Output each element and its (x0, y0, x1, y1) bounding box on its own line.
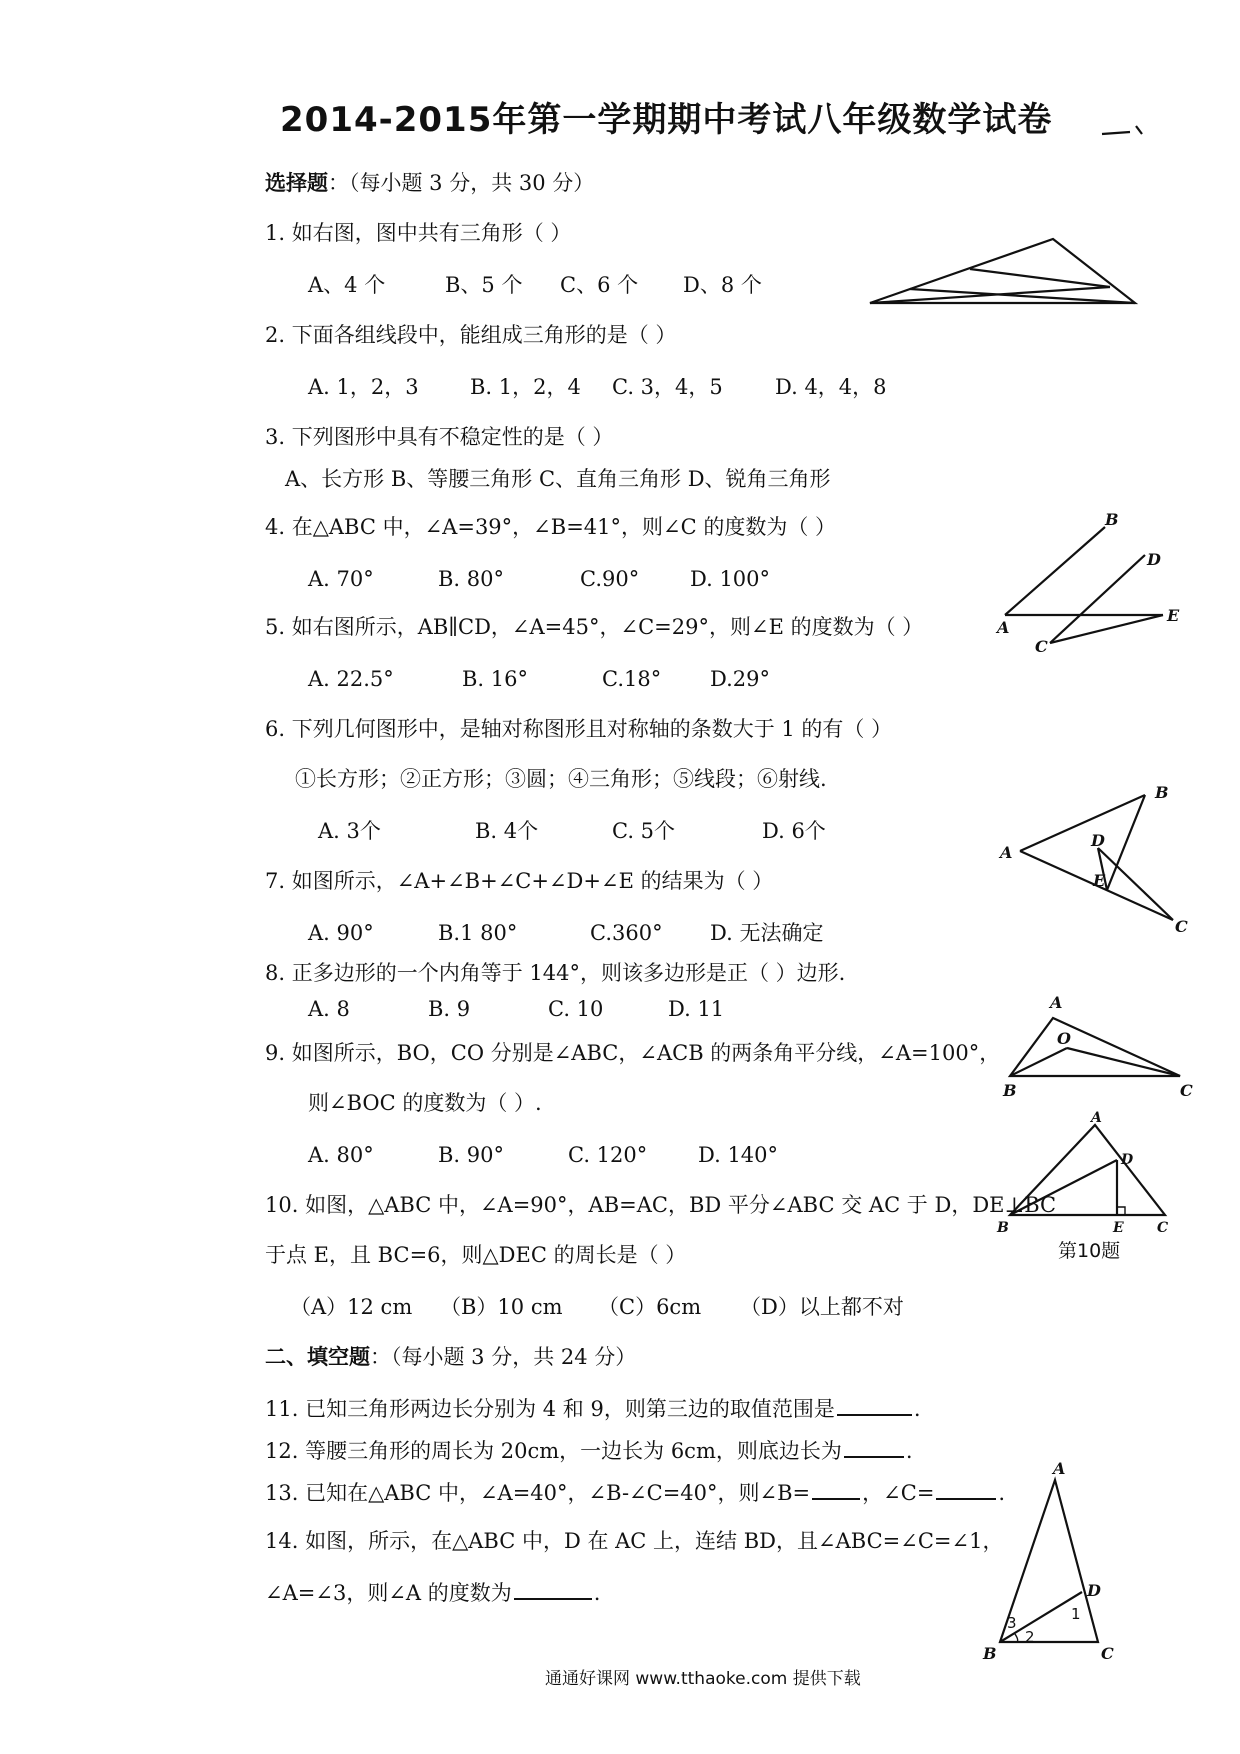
q7-stem: 7. 如图所示，∠A+∠B+∠C+∠D+∠E 的结果为（ ） (265, 869, 774, 893)
q9-figure (995, 990, 1205, 1105)
q14-answer-blank[interactable] (514, 1578, 592, 1600)
q6-opt-c: C. 5个 (612, 819, 676, 843)
section1-note: ：（每小题 3 分，共 30 分） (328, 171, 595, 195)
q14-label-2: 2 (1025, 1628, 1035, 1646)
q7-label-b: B (1155, 783, 1169, 802)
q10-opt-c: （C）6cm (598, 1295, 702, 1319)
q14-line2: ∠A=∠3，则∠A 的度数为 . (265, 1578, 600, 1606)
q6-opt-a: A. 3个 (318, 819, 381, 843)
q10-label-a: A (1091, 1110, 1102, 1126)
q1-figure (870, 235, 1140, 310)
q14-label-c: C (1101, 1644, 1114, 1663)
q10-stem: 10. 如图，△ABC 中，∠A=90°，AB=AC，BD 平分∠ABC 交 AC 于 D，DE⊥BC (265, 1193, 1057, 1217)
q5-stem: 5. 如右图所示，AB∥CD，∠A=45°，∠C=29°，则∠E 的度数为（ ） (265, 615, 924, 639)
q5-line-cd (1050, 555, 1145, 643)
q5-opt-c: C.18° (602, 667, 662, 691)
q5-label-e: E (1167, 606, 1180, 625)
q14-stem: 14. 如图，所示，在△ABC 中，D 在 AC 上，连结 BD，且∠ABC=∠C=∠1， (265, 1529, 1004, 1553)
q5-line-ab (1005, 527, 1105, 615)
q5-label-c: C (1035, 637, 1048, 656)
section2-heading: 二、填空题 (265, 1345, 370, 1369)
q9-label-o: O (1057, 1029, 1071, 1048)
q10-label-b: B (997, 1220, 1009, 1236)
q6-opt-b: B. 4个 (475, 819, 539, 843)
q7-label-c: C (1175, 917, 1188, 936)
q2-stem: 2. 下面各组线段中，能组成三角形的是（ ） (265, 323, 677, 347)
q6-stem: 6. 下列几何图形中，是轴对称图形且对称轴的条数大于 1 的有（ ） (265, 717, 893, 741)
q10-stem2: 于点 E，且 BC=6，则△DEC 的周长是（ ） (265, 1243, 687, 1267)
q7-opt-c: C.360° (590, 921, 663, 945)
section1-heading: 选择题 (265, 171, 328, 195)
q8-opt-d: D. 11 (668, 997, 725, 1021)
q5-opt-b: B. 16° (462, 667, 529, 691)
q4-opt-c: C.90° (580, 567, 640, 591)
q7-opt-b: B.1 80° (438, 921, 518, 945)
q9-label-b: B (1003, 1081, 1017, 1100)
q3-opts: A、长方形 B、等腰三角形 C、直角三角形 D、锐角三角形 (285, 467, 831, 491)
q14-label-a: A (1053, 1459, 1066, 1478)
q8-stem: 8. 正多边形的一个内角等于 144°，则该多边形是正（ ）边形. (265, 961, 846, 985)
q8-opt-b: B. 9 (428, 997, 471, 1021)
q10-label-e: E (1113, 1220, 1124, 1236)
q5-label-a: A (997, 618, 1010, 637)
q5-label-b: B (1105, 510, 1119, 529)
footer-text: 通通好课网 www.tthaoke.com 提供下载 (545, 1669, 861, 1689)
q1-opt-b: B、5 个 (445, 273, 523, 297)
q10-right-angle (1117, 1207, 1125, 1215)
q10-label-d: D (1121, 1152, 1134, 1168)
q2-opt-d: D. 4，4，8 (775, 375, 887, 399)
q9-stem: 9. 如图所示，BO，CO 分别是∠ABC，∠ACB 的两条角平分线，∠A=100°， (265, 1041, 1001, 1065)
q10-caption: 第10题 (1058, 1240, 1121, 1262)
q9-line-co (1067, 1048, 1180, 1076)
q9-opt-d: D. 140° (698, 1143, 779, 1167)
q5-label-d: D (1147, 550, 1161, 569)
q1-opt-c: C、6 个 (560, 273, 639, 297)
corner-mark (1100, 112, 1150, 142)
q5-line-ce (1050, 615, 1163, 643)
q9-label-c: C (1180, 1081, 1193, 1100)
q2-opt-b: B. 1，2，4 (470, 375, 581, 399)
q7-label-e: E (1093, 871, 1106, 890)
q14-arc (1015, 1634, 1018, 1642)
q10-opt-a: （A）12 cm (290, 1295, 413, 1319)
q1-stem: 1. 如右图，图中共有三角形（ ） (265, 221, 572, 245)
q9-opt-c: C. 120° (568, 1143, 648, 1167)
q5-opt-a: A. 22.5° (308, 667, 394, 691)
q4-stem: 4. 在△ABC 中，∠A=39°，∠B=41°，则∠C 的度数为（ ） (265, 515, 837, 539)
q9-opt-a: A. 80° (308, 1143, 374, 1167)
q7-figure (995, 780, 1195, 940)
q14-label-d: D (1087, 1581, 1101, 1600)
q11-answer-blank[interactable] (837, 1394, 912, 1416)
q10-label-c: C (1157, 1220, 1169, 1236)
q9-opt-b: B. 90° (438, 1143, 505, 1167)
q4-opt-b: B. 80° (438, 567, 505, 591)
section2-header (265, 1344, 636, 1370)
q5-figure (995, 510, 1195, 665)
q12: 12. 等腰三角形的周长为 20cm，一边长为 6cm，则底边长为 . (265, 1436, 913, 1464)
q7-opt-d: D. 无法确定 (710, 921, 824, 945)
section1-header (265, 170, 594, 196)
q4-opt-a: A. 70° (308, 567, 374, 591)
q14-label-3: 3 (1007, 1614, 1017, 1632)
q14-label-b: B (983, 1644, 997, 1663)
q6-opt-d: D. 6个 (762, 819, 826, 843)
q6-items: ①长方形；②正方形；③圆；④三角形；⑤线段；⑥射线. (295, 767, 827, 791)
q3-stem: 3. 下列图形中具有不稳定性的是（ ） (265, 425, 614, 449)
q13-answer-blank-b[interactable] (812, 1478, 860, 1500)
q13: 13. 已知在△ABC 中，∠A=40°，∠B-∠C=40°，则∠B= ，∠C= . (265, 1478, 1005, 1506)
q9-stem2: 则∠BOC 的度数为（ ）. (308, 1091, 542, 1115)
q10-opt-b: （B）10 cm (440, 1295, 563, 1319)
q5-opt-d: D.29° (710, 667, 770, 691)
q14-label-1: 1 (1071, 1605, 1081, 1623)
q1-segment (910, 289, 1135, 303)
q9-triangle (1010, 1018, 1180, 1076)
q9-line-bo (1010, 1048, 1067, 1076)
section2-note: ：（每小题 3 分，共 24 分） (370, 1345, 637, 1369)
q10-opt-d: （D）以上都不对 (740, 1295, 904, 1319)
q2-opt-c: C. 3，4，5 (612, 375, 723, 399)
q11: 11. 已知三角形两边长分别为 4 和 9，则第三边的取值范围是 . (265, 1394, 921, 1422)
q8-opt-a: A. 8 (308, 997, 350, 1021)
q7-opt-a: A. 90° (308, 921, 374, 945)
q1-opt-a: A、4 个 (308, 273, 386, 297)
q8-opt-c: C. 10 (548, 997, 604, 1021)
q2-opt-a: A. 1，2，3 (308, 375, 419, 399)
q7-label-a: A (1000, 843, 1013, 862)
q9-label-a: A (1050, 993, 1063, 1012)
q7-label-d: D (1091, 831, 1105, 850)
q1-opt-d: D、8 个 (683, 273, 762, 297)
q4-opt-d: D. 100° (690, 567, 771, 591)
q12-answer-blank[interactable] (844, 1436, 904, 1458)
q14-figure (975, 1459, 1135, 1663)
page-title: 2014-2015年第一学期期中考试八年级数学试卷 (280, 100, 1053, 140)
q1-segment (970, 269, 1110, 287)
